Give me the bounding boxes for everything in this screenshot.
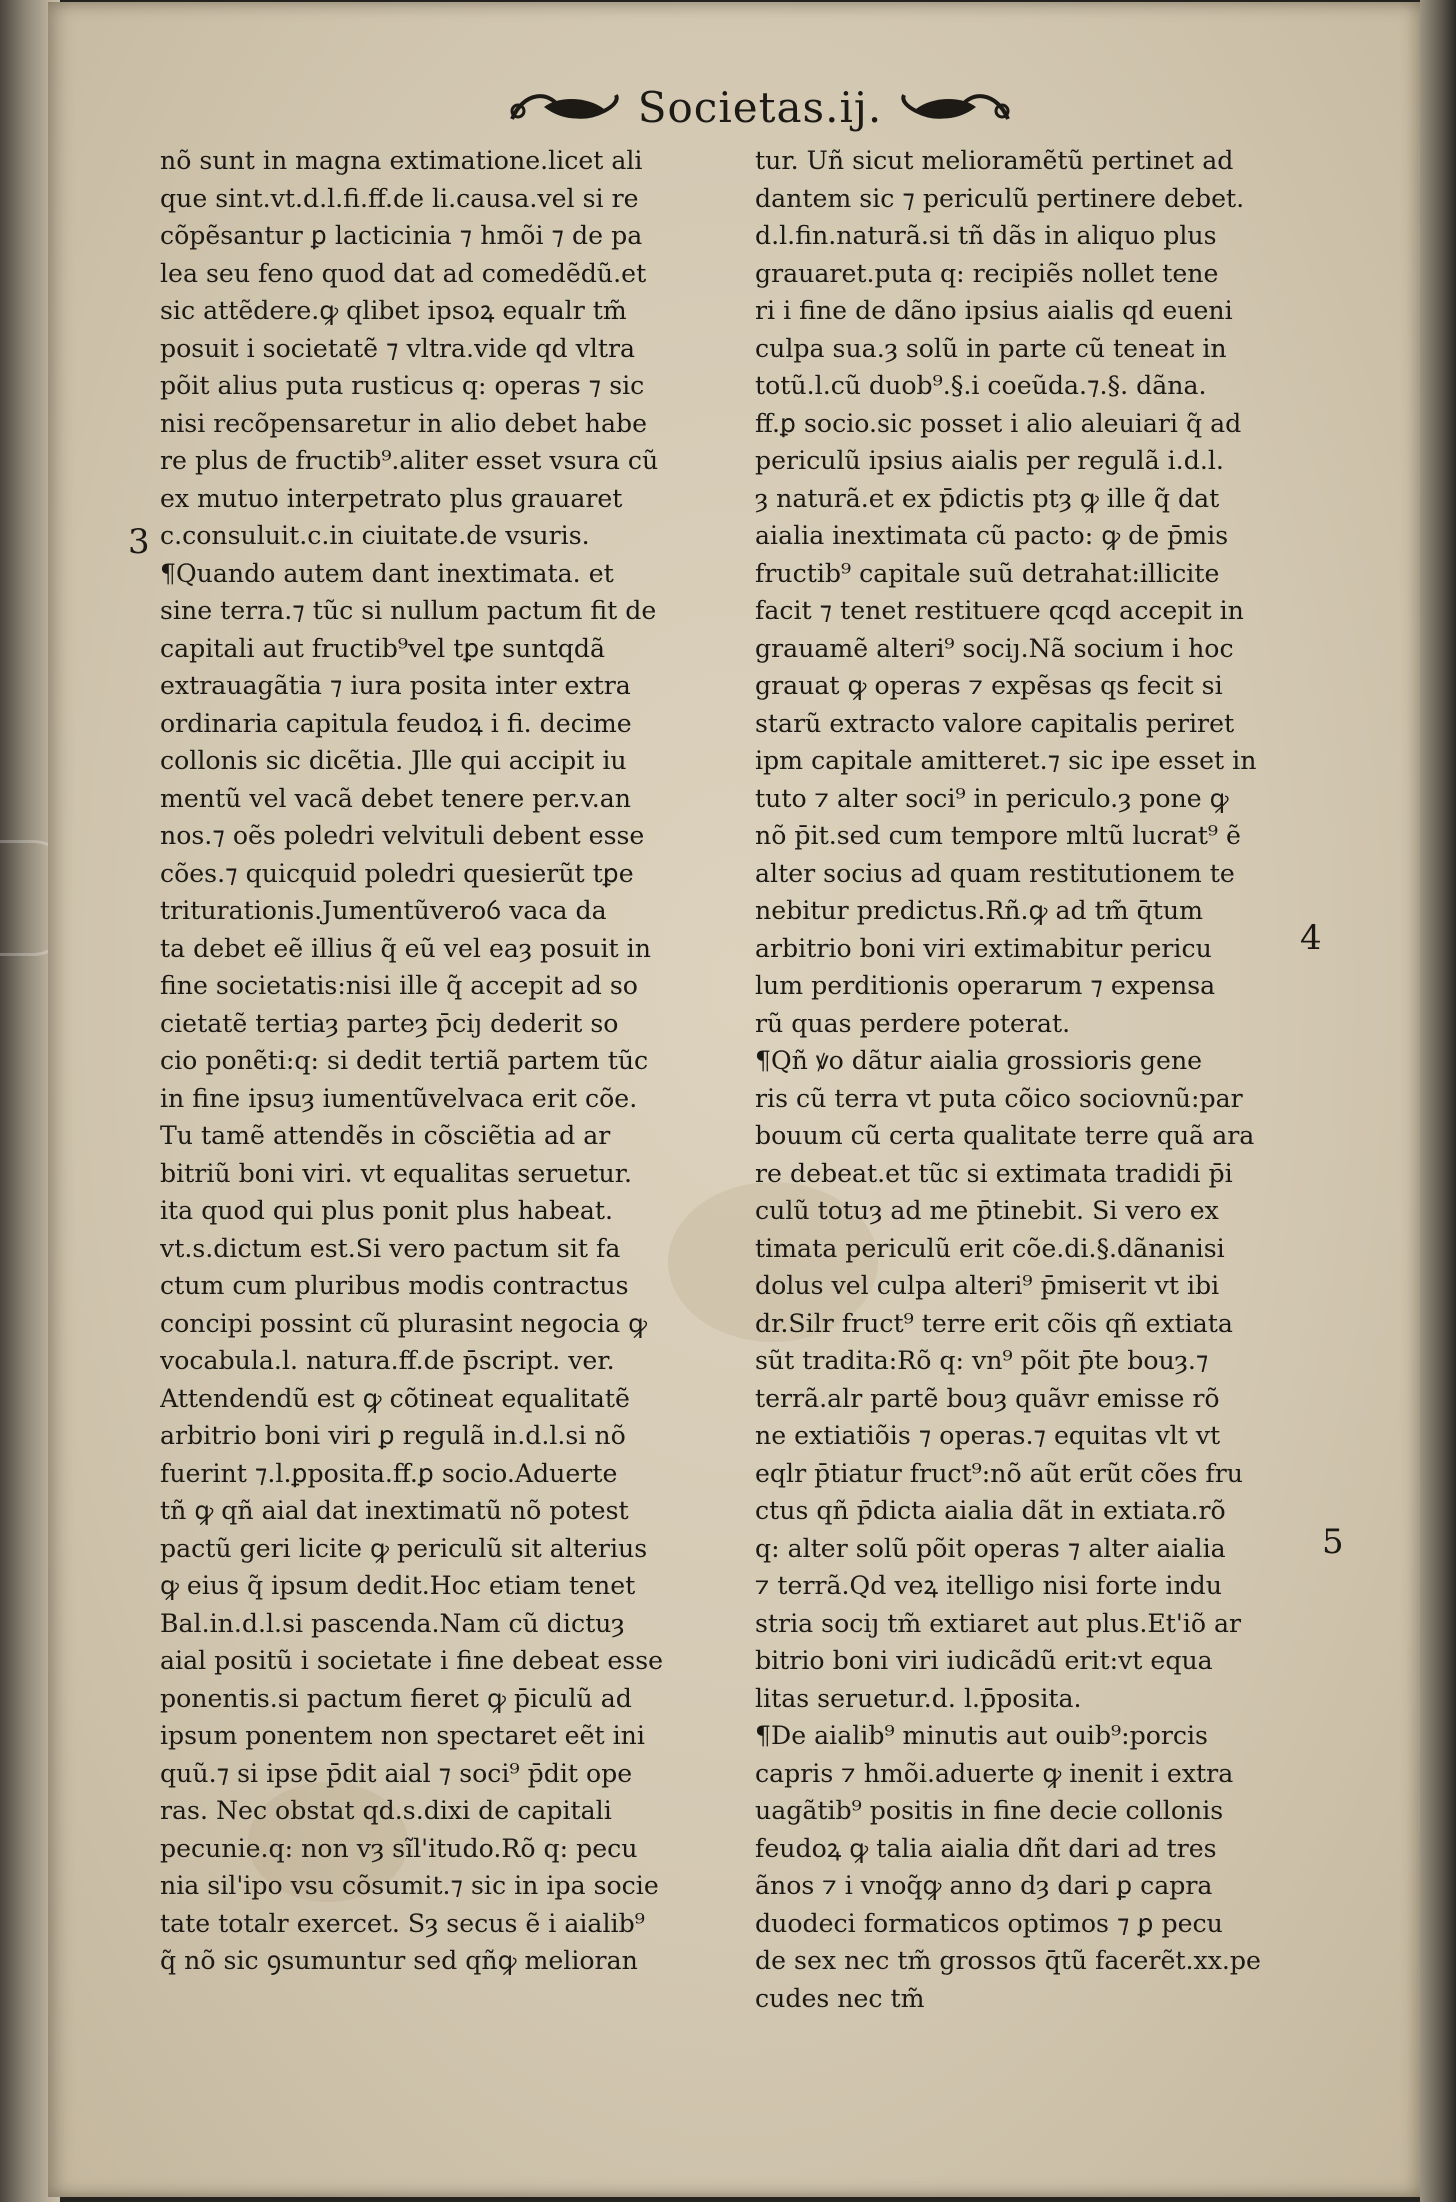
- text-line: uagãtib⁹ positis in fine decie collonis: [755, 1796, 1224, 1825]
- fleuron-left-icon: [504, 81, 624, 133]
- text-line: ¶De aialib⁹ minutis aut ouib⁹:porcis: [755, 1721, 1208, 1750]
- text-line: ctum cum pluribus modis contractus: [160, 1271, 629, 1300]
- text-line: starũ extracto valore capitalis periret: [755, 708, 1235, 738]
- text-line: põit alius puta rusticus q: operas ⁊ sic: [160, 371, 645, 400]
- text-line: duodeci formaticos optimos ⁊ ꝑ pecu: [755, 1908, 1223, 1938]
- margin-numeral-right-2: 5: [1322, 1522, 1344, 1562]
- text-line: ri i fine de dãno ipsius aialis qd eueni: [755, 296, 1233, 325]
- text-line: sine terra.⁊ tũc si nullum pactum fit de: [160, 596, 657, 625]
- page-edge: [1420, 0, 1456, 2202]
- text-line: ¶Quando autem dant inextimata. et: [160, 558, 614, 588]
- text-line: ¶Qñ ꝟo dãtur aialia grossioris gene: [755, 1046, 1203, 1075]
- text-line: litas seruetur.d. l.p̄posita.: [755, 1683, 1082, 1713]
- text-line: d.l.fin.naturã.si tñ dãs in aliquo plus: [755, 221, 1217, 250]
- text-line: ris cũ terra vt puta cõico sociovnũ:par: [755, 1083, 1243, 1113]
- text-line: facit ⁊ tenet restituere qcqd accepit in: [755, 596, 1244, 625]
- text-line: arbitrio boni viri ꝑ regulã in.d.l.si nõ: [160, 1421, 626, 1450]
- text-line: ipm capitale amitteret.⁊ sic ipe esset in: [755, 746, 1257, 775]
- text-line: triturationis.Jumentũveroỽ vaca da: [160, 896, 607, 925]
- text-line: ꝙ eius q̃ ipsum dedit.Hoc etiam tenet: [160, 1571, 636, 1600]
- margin-numeral-left: 3: [128, 522, 150, 562]
- text-line: aialia inextimata cũ pacto: ꝙ de p̄mis: [755, 521, 1229, 550]
- text-line: cõpẽsantur ꝑ lacticinia ⁊ hmõi ⁊ de pa: [160, 221, 643, 250]
- text-line: ita quod qui plus ponit plus habeat.: [160, 1196, 614, 1225]
- text-line: ipsum ponentem non spectaret eẽt ini: [160, 1721, 645, 1750]
- text-line: Bal.in.d.l.si pascenda.Nam cũ dictuȝ: [160, 1608, 625, 1638]
- text-line: Tu tamẽ attendẽs in cõsciẽtia ad ar: [160, 1121, 611, 1150]
- text-line: bouum cũ certa qualitate terre quã ara: [755, 1121, 1255, 1150]
- text-line: grauamẽ alteri⁹ sociȷ.Nã socium i hoc: [755, 633, 1234, 663]
- text-line: lea seu feno quod dat ad comedẽdũ.et: [160, 258, 647, 288]
- text-line: bitriũ boni viri. vt equalitas seruetur.: [160, 1158, 633, 1188]
- text-line: concipi possint cũ plurasint negocia ꝙ: [160, 1308, 648, 1338]
- text-line: lum perditionis operarum ⁊ expensa: [755, 971, 1216, 1000]
- text-line: culũ totuȝ ad me p̄tinebit. Si vero ex: [755, 1196, 1219, 1225]
- text-line: ponentis.si pactum fieret ꝙ p̄iculũ ad: [160, 1683, 632, 1713]
- text-line: nia sil'ipo vsu cõsumit.⁊ sic in ipa socie: [160, 1871, 659, 1900]
- text-line: Attendendũ est ꝙ cõtineat equalitatẽ: [160, 1383, 630, 1413]
- text-line: pecunie.q: non vȝ sĩl'itudo.Rõ q: pecu: [160, 1833, 638, 1863]
- text-line: timata periculũ erit cõe.di.§.dãnanisi: [755, 1233, 1225, 1263]
- text-line: re debeat.et tũc si extimata tradidi p̄i: [755, 1158, 1233, 1188]
- text-line: tate totalr exercet. Sȝ secus ẽ i aialib⁹: [160, 1908, 645, 1938]
- text-line: ff.ꝑ socio.sic posset i alio aleuiari q̃ ad: [755, 408, 1242, 438]
- text-line: grauaret.puta q: recipiẽs nollet tene: [755, 258, 1219, 288]
- text-line: ordinaria capitula feudoꝝ i fi. decime: [160, 708, 632, 738]
- running-title: Societas.ij.: [637, 82, 883, 132]
- text-line: fructib⁹ capitale suũ detrahat:illicite: [755, 558, 1220, 588]
- text-line: nos.⁊ oẽs poledri velvituli debent esse: [160, 821, 645, 850]
- text-line: cietatẽ tertiaȝ parteȝ p̄ciȷ dederit so: [160, 1008, 619, 1038]
- text-line: fine societatis:nisi ille q̃ accepit ad so: [160, 971, 638, 1000]
- text-line: nisi recõpensaretur in alio debet habe: [160, 408, 648, 438]
- margin-numeral-right-1: 4: [1300, 918, 1322, 958]
- text-line: ȝ naturã.et ex p̄dictis ptȝ ꝙ ille q̃ dat: [755, 483, 1220, 513]
- text-line: tñ ꝙ qñ aial dat inextimatũ nõ potest: [160, 1496, 629, 1525]
- text-line: capitali aut fructib⁹vel tꝑe suntqdã: [160, 633, 605, 663]
- text-line: sũt tradita:Rõ q: vn⁹ põit p̄te bouȝ.⁊: [755, 1346, 1209, 1375]
- text-line: arbitrio boni viri extimabitur pericu: [755, 933, 1212, 963]
- text-line: collonis sic dicẽtia. Jlle qui accipit iu: [160, 746, 627, 775]
- running-header: [500, 72, 1020, 142]
- text-line: ne extiatiõis ⁊ operas.⁊ equitas vlt vt: [755, 1421, 1221, 1450]
- text-line: tuto ⁊ alter soci⁹ in periculo.ȝ pone ꝙ: [755, 783, 1229, 813]
- text-line: fuerint ⁊.l.ꝑposita.ff.ꝑ socio.Aduerte: [160, 1458, 618, 1488]
- text-line: stria sociȷ tm̃ extiaret aut plus.Et'iõ ar: [755, 1608, 1242, 1638]
- text-line: ta debet eẽ illius q̃ eũ vel eaȝ posuit in: [160, 933, 651, 963]
- text-line: periculũ ipsius aialis per regulã i.d.l.: [755, 446, 1224, 475]
- text-line: alter socius ad quam restitutionem te: [755, 858, 1235, 888]
- text-line: aial positũ i societate i fine debeat esse: [160, 1646, 664, 1675]
- text-line: ctus qñ p̄dicta aialia dãt in extiata.rõ: [755, 1496, 1226, 1525]
- text-line: de sex nec tm̃ grossos q̄tũ facerẽt.xx.pe: [755, 1946, 1261, 1975]
- fleuron-right-icon: [896, 81, 1016, 133]
- text-line: dolus vel culpa alteri⁹ p̄miserit vt ibi: [755, 1271, 1220, 1300]
- text-line: cões.⁊ quicquid poledri quesierũt tꝑe: [160, 858, 634, 888]
- text-line: quũ.⁊ si ipse p̄dit aial ⁊ soci⁹ p̄dit ope: [160, 1758, 633, 1788]
- text-line: cudes nec tm̃: [755, 1983, 925, 2013]
- text-line: capris ⁊ hmõi.aduerte ꝙ inenit i extra: [755, 1758, 1234, 1788]
- text-line: grauat ꝙ operas ⁊ expẽsas qs fecit si: [755, 671, 1223, 700]
- text-line: mentũ vel vacã debet tenere per.v.an: [160, 783, 632, 813]
- text-line: rũ quas perdere poterat.: [755, 1008, 1071, 1038]
- text-line: culpa sua.ȝ solũ in parte cũ teneat in: [755, 333, 1227, 363]
- text-line: dantem sic ⁊ periculũ pertinere debet.: [755, 183, 1245, 213]
- text-line: cio ponẽti:q: si dedit tertiã partem tũc: [160, 1046, 649, 1075]
- text-line: ⁊ terrã.Qd veꝝ itelligo nisi forte indu: [755, 1571, 1223, 1600]
- text-line: terrã.alr partẽ bouȝ quãvr emisse rõ: [755, 1383, 1220, 1413]
- text-line: ras. Nec obstat qd.s.dixi de capitali: [160, 1796, 612, 1825]
- text-line: extrauagãtia ⁊ iura posita inter extra: [160, 671, 631, 700]
- text-line: dr.Silr fruct⁹ terre erit cõis qñ extiata: [755, 1308, 1233, 1338]
- text-line: q̃ nõ sic ꝯsumuntur sed qñꝙ melioran: [160, 1946, 638, 1975]
- text-line: ex mutuo interpetrato plus grauaret: [160, 483, 623, 513]
- text-line: c.consuluit.c.in ciuitate.de vsuris.: [160, 521, 590, 550]
- left-text-column: [160, 142, 720, 1980]
- text-line: nõ p̄it.sed cum tempore mltũ lucrat⁹ ẽ: [755, 821, 1241, 850]
- text-line: vocabula.l. natura.ff.de p̄script. ver.: [160, 1346, 615, 1375]
- text-line: posuit i societatẽ ⁊ vltra.vide qd vltra: [160, 333, 636, 363]
- text-line: sic attẽdere.ꝙ qlibet ipsoꝝ equalr tm̃: [160, 296, 627, 325]
- text-line: ãnos ⁊ i vnoq̃ꝙ anno dȝ dari ꝑ capra: [755, 1871, 1213, 1900]
- text-line: feudoꝝ ꝙ talia aialia dñt dari ad tres: [755, 1833, 1217, 1863]
- text-line: nõ sunt in magna extimatione.licet ali: [160, 146, 643, 175]
- text-line: totũ.l.cũ duob⁹.§.i coeũda.⁊.§. dãna.: [755, 371, 1207, 400]
- text-line: q: alter solũ põit operas ⁊ alter aialia: [755, 1533, 1226, 1563]
- text-line: vt.s.dictum est.Si vero pactum sit fa: [160, 1233, 621, 1263]
- text-line: re plus de fructib⁹.aliter esset vsura cũ: [160, 446, 659, 475]
- text-line: nebitur predictus.Rñ.ꝙ ad tm̃ q̄tum: [755, 896, 1203, 925]
- right-text-column: [755, 142, 1315, 2017]
- text-line: in fine ipsuȝ iumentũvelvaca erit cõe.: [160, 1083, 638, 1113]
- text-line: que sint.vt.d.l.fi.ff.de li.causa.vel si re: [160, 183, 639, 213]
- text-line: tur. Uñ sicut melioramẽtũ pertinet ad: [755, 146, 1234, 175]
- text-line: bitrio boni viri iudicãdũ erit:vt equa: [755, 1646, 1213, 1675]
- text-line: eqlr p̄tiatur fruct⁹:nõ aũt erũt cões fru: [755, 1458, 1243, 1488]
- text-line: pactũ geri licite ꝙ periculũ sit alterius: [160, 1533, 648, 1563]
